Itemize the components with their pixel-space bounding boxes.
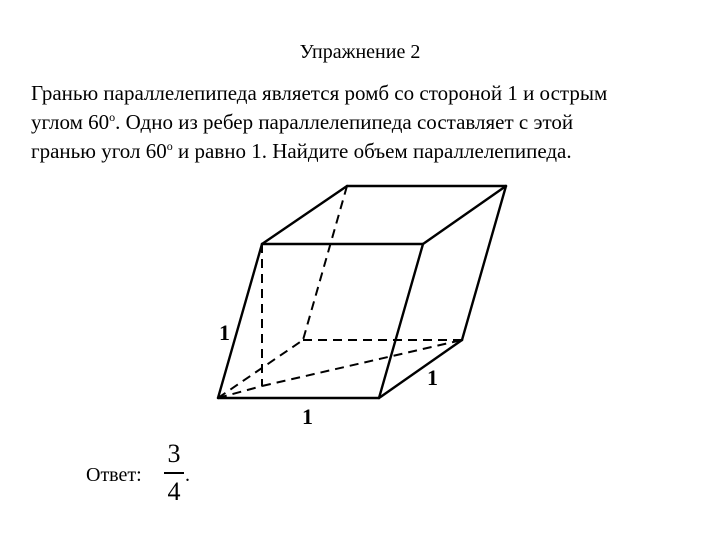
answer-period: .: [185, 464, 190, 486]
answer-fraction: [162, 441, 186, 505]
problem-line-1-text: Гранью параллелепипеда является ромб со стороной 1 и острым: [31, 81, 608, 105]
slide-title: Упражнение 2: [299, 41, 421, 63]
edge-bottom-left-hidden: [218, 340, 303, 398]
edge-top-left: [262, 186, 347, 244]
fraction-bar: [164, 472, 184, 474]
edge-front-right: [379, 244, 423, 398]
answer-denominator: 4: [167, 477, 181, 506]
degree-sign: o: [166, 139, 173, 153]
degree-sign: o: [109, 110, 116, 124]
problem-line-3-text-b: и равно 1. Найдите объем параллелепипеда.: [172, 139, 572, 163]
answer-numerator: 3: [167, 439, 181, 468]
edge-back-left-hidden: [303, 186, 347, 340]
answer-label: Ответ:: [86, 464, 142, 486]
projection-line: [218, 386, 262, 398]
label-edge-left: 1: [219, 320, 230, 345]
edge-back-right: [462, 186, 506, 340]
edge-bottom-right: [379, 340, 462, 398]
problem-line-2-text-b: . Одно из ребер параллелепипеда составляет с этой: [115, 110, 574, 134]
label-edge-bottom: 1: [302, 404, 313, 429]
label-edge-right: 1: [427, 365, 438, 390]
problem-line-3-text-a: гранью угол 60: [31, 139, 167, 163]
problem-line-2-text-a: углом 60: [31, 110, 110, 134]
edge-top-right: [423, 186, 506, 244]
